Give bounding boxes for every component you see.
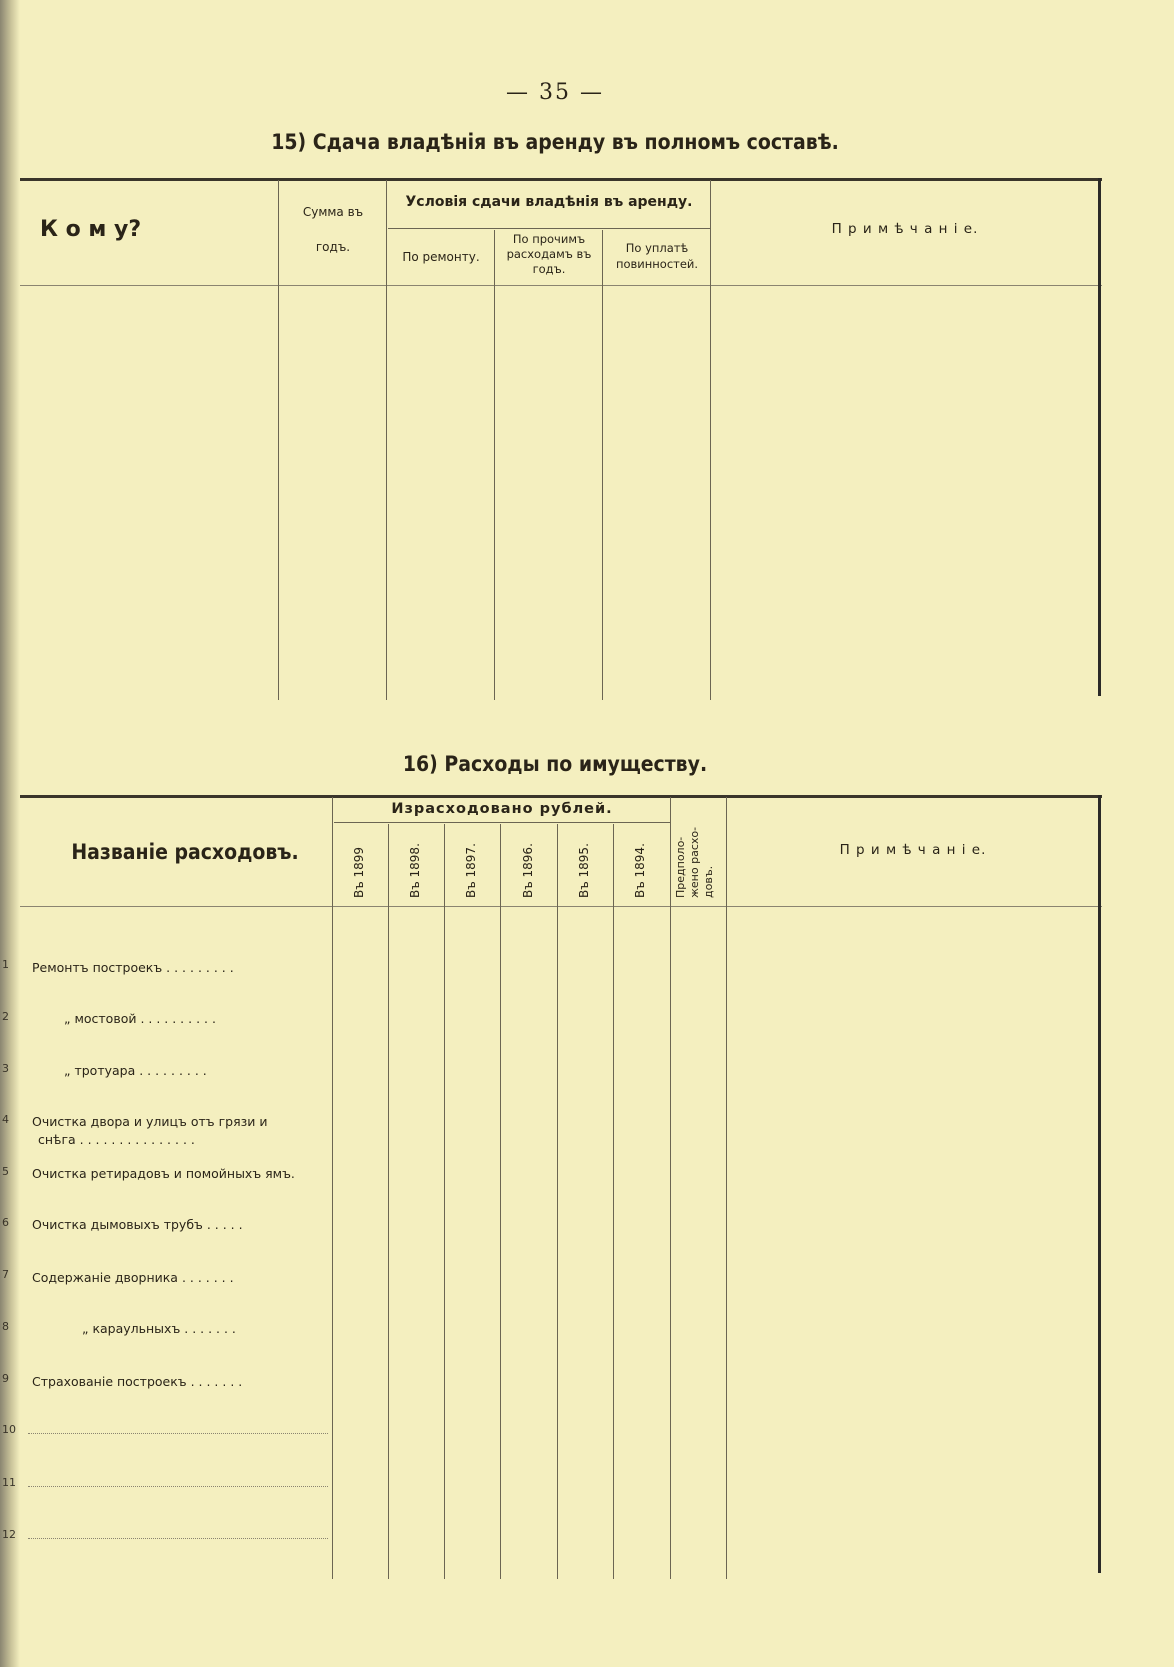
row-label-insurance: Страхованіе построекъ . . . . . . . [32,1374,243,1389]
column-header-other-expenses: По прочимъ расходамъ въ годъ. [506,232,592,276]
margin-number: 11 [2,1476,16,1489]
margin-number: 8 [2,1320,9,1333]
column-header-year-1896: Въ 1896. [521,843,535,898]
row-label-watchmen: „ караульныхъ . . . . . . . [82,1321,236,1336]
margin-number: 6 [2,1216,9,1229]
row-label-toilet-cleaning: Очистка ретирадовъ и помойныхъ ямъ. [32,1166,295,1181]
row-label-yard-cleaning-line2: снѣга . . . . . . . . . . . . . . . [38,1132,195,1147]
margin-number: 7 [2,1268,9,1281]
margin-number: 2 [2,1010,9,1023]
column-header-to-whom: К о м у? [40,217,142,242]
section-16-title: 16) Расходы по имуществу. [402,752,708,776]
row-label-pavement: „ мостовой . . . . . . . . . . [64,1011,216,1026]
column-header-year-1899: Въ 1899 [352,846,366,898]
margin-number: 5 [2,1165,9,1178]
column-header-note: П р и м ѣ ч а н і е. [831,221,979,237]
row-label-chimney-cleaning: Очистка дымовыхъ трубъ . . . . . [32,1217,243,1232]
column-header-year-1897: Въ 1897. [464,843,478,898]
margin-number: 9 [2,1372,9,1385]
margin-number: 10 [2,1423,16,1436]
column-header-repair: По ремонту. [402,250,480,264]
column-header-sum-line2: годъ. [315,240,351,254]
page-binding-edge [0,0,20,1667]
page-number: — 35 — [506,80,604,105]
column-header-planned: Предполо- жено расхо- довъ. [674,826,715,898]
column-header-year-1898: Въ 1898. [408,843,422,898]
column-header-sum-line1: Сумма въ [302,205,364,219]
column-header-spent-rubles: Израсходовано рублей. [391,801,613,817]
margin-number: 3 [2,1062,9,1075]
margin-number: 1 [2,958,9,971]
margin-number: 4 [2,1113,9,1126]
blank-row-line-12 [28,1538,328,1539]
margin-number: 12 [2,1528,16,1541]
column-header-note-16: П р и м ѣ ч а н і е. [839,842,987,858]
blank-row-line-10 [28,1433,328,1434]
column-header-conditions: Условія сдачи владѣнія въ аренду. [405,194,693,210]
section-15-title: 15) Сдача владѣнія въ аренду въ полномъ составѣ. [271,130,839,154]
row-label-repair-buildings: Ремонтъ построекъ . . . . . . . . . [32,960,234,975]
row-label-yard-cleaning-line1: Очистка двора и улицъ отъ грязи и [32,1114,268,1129]
column-header-year-1895: Въ 1895. [577,843,591,898]
blank-row-line-11 [28,1486,328,1487]
column-header-expense-name: Названіе расходовъ. [71,840,299,864]
row-label-sidewalk: „ тротуара . . . . . . . . . [64,1063,207,1078]
column-header-duties: По уплатѣ повинностей. [615,241,699,271]
row-label-janitor: Содержаніе дворника . . . . . . . [32,1270,234,1285]
column-header-year-1894: Въ 1894. [633,843,647,898]
